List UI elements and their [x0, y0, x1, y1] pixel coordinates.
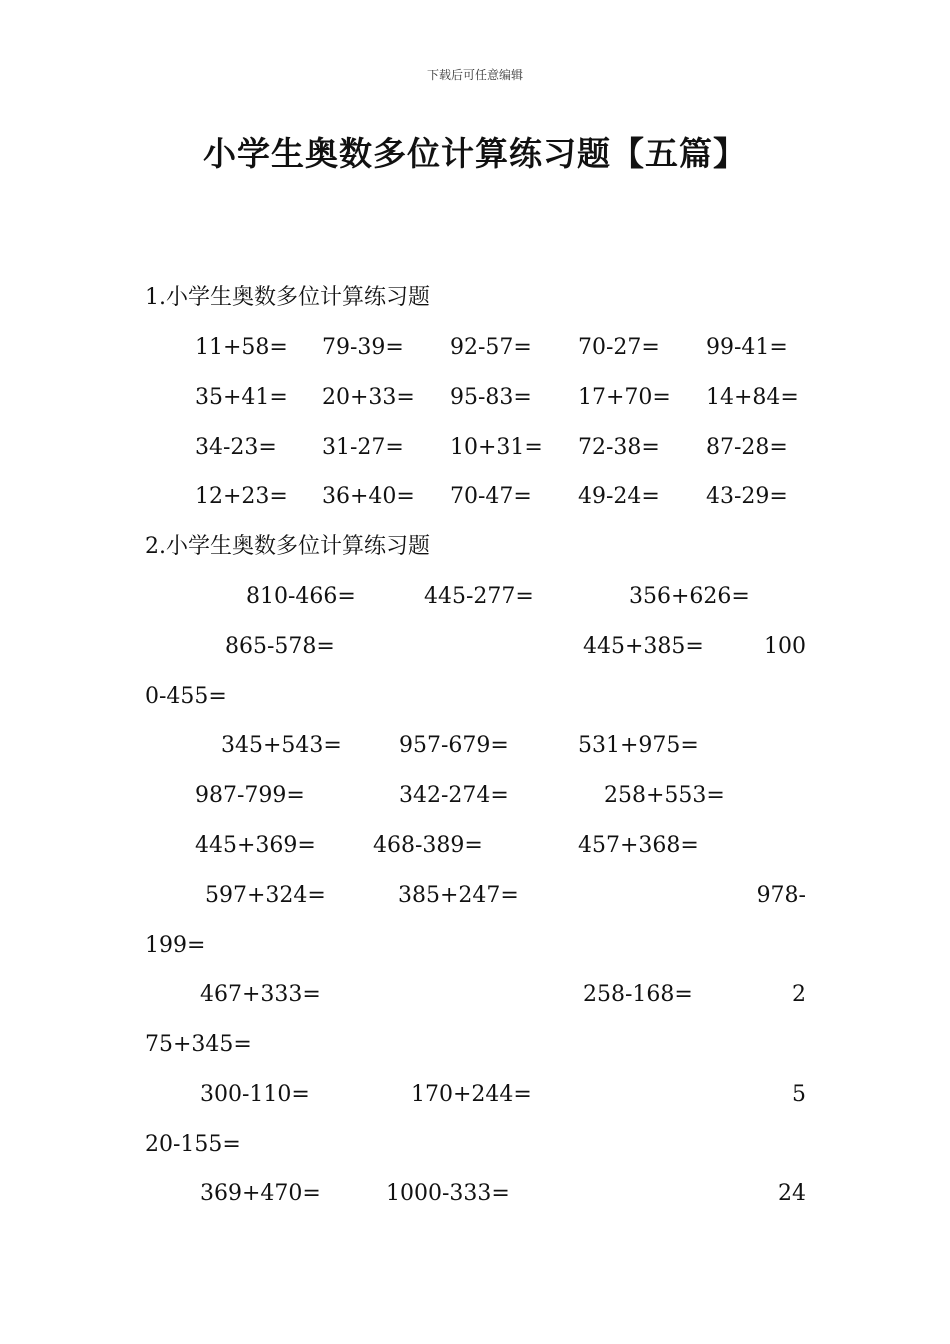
exercise-item: 49-24= [578, 484, 660, 509]
exercise-item: 467+333= [200, 982, 321, 1007]
section1-heading: 1.小学生奥数多位计算练习题 [145, 285, 430, 310]
exercise-item: 342-274= [399, 783, 509, 808]
exercise-item: 170+244= [411, 1082, 532, 1107]
exercise-item: 597+324= [205, 883, 326, 908]
exercise-item: 2 [792, 982, 806, 1007]
exercise-item: 35+41= [195, 385, 288, 410]
page-title: 小学生奥数多位计算练习题【五篇】 [203, 134, 747, 173]
exercise-item: 20-155= [145, 1132, 241, 1157]
exercise-item: 17+70= [578, 385, 671, 410]
exercise-item: 865-578= [225, 634, 335, 659]
exercise-item: 92-57= [450, 335, 532, 360]
exercise-item: 12+23= [195, 484, 288, 509]
exercise-item: 87-28= [706, 435, 788, 460]
exercise-item: 14+84= [706, 385, 799, 410]
exercise-item: 34-23= [195, 435, 277, 460]
exercise-item: 36+40= [322, 484, 415, 509]
exercise-item: 445-277= [424, 584, 534, 609]
exercise-item: 1000-333= [386, 1181, 510, 1206]
section2-heading: 2.小学生奥数多位计算练习题 [145, 534, 430, 559]
exercise-item: 75+345= [145, 1032, 252, 1057]
exercise-item: 531+975= [578, 733, 699, 758]
exercise-item: 356+626= [629, 584, 750, 609]
exercise-item: 11+58= [195, 335, 288, 360]
exercise-item: 258-168= [583, 982, 693, 1007]
exercise-item: 978- [756, 883, 806, 908]
exercise-item: 70-47= [450, 484, 532, 509]
exercise-item: 345+543= [221, 733, 342, 758]
page-header: 下载后可任意编辑 [426, 68, 523, 82]
exercise-item: 5 [792, 1082, 806, 1107]
exercise-item: 99-41= [706, 335, 788, 360]
exercise-item: 199= [145, 933, 206, 958]
exercise-item: 70-27= [578, 335, 660, 360]
exercise-item: 957-679= [399, 733, 509, 758]
exercise-item: 385+247= [398, 883, 519, 908]
exercise-item: 10+31= [450, 435, 543, 460]
exercise-item: 0-455= [145, 684, 227, 709]
exercise-item: 258+553= [604, 783, 725, 808]
exercise-item: 72-38= [578, 435, 660, 460]
exercise-item: 31-27= [322, 435, 404, 460]
exercise-item: 369+470= [200, 1181, 321, 1206]
exercise-item: 95-83= [450, 385, 532, 410]
exercise-item: 20+33= [322, 385, 415, 410]
exercise-item: 810-466= [246, 584, 356, 609]
exercise-item: 457+368= [578, 833, 699, 858]
exercise-item: 468-389= [373, 833, 483, 858]
exercise-item: 987-799= [195, 783, 305, 808]
exercise-item: 445+369= [195, 833, 316, 858]
exercise-item: 100 [764, 634, 806, 659]
exercise-item: 43-29= [706, 484, 788, 509]
exercise-item: 79-39= [322, 335, 404, 360]
exercise-item: 24 [778, 1181, 806, 1206]
exercise-item: 300-110= [200, 1082, 310, 1107]
exercise-item: 445+385= [583, 634, 704, 659]
